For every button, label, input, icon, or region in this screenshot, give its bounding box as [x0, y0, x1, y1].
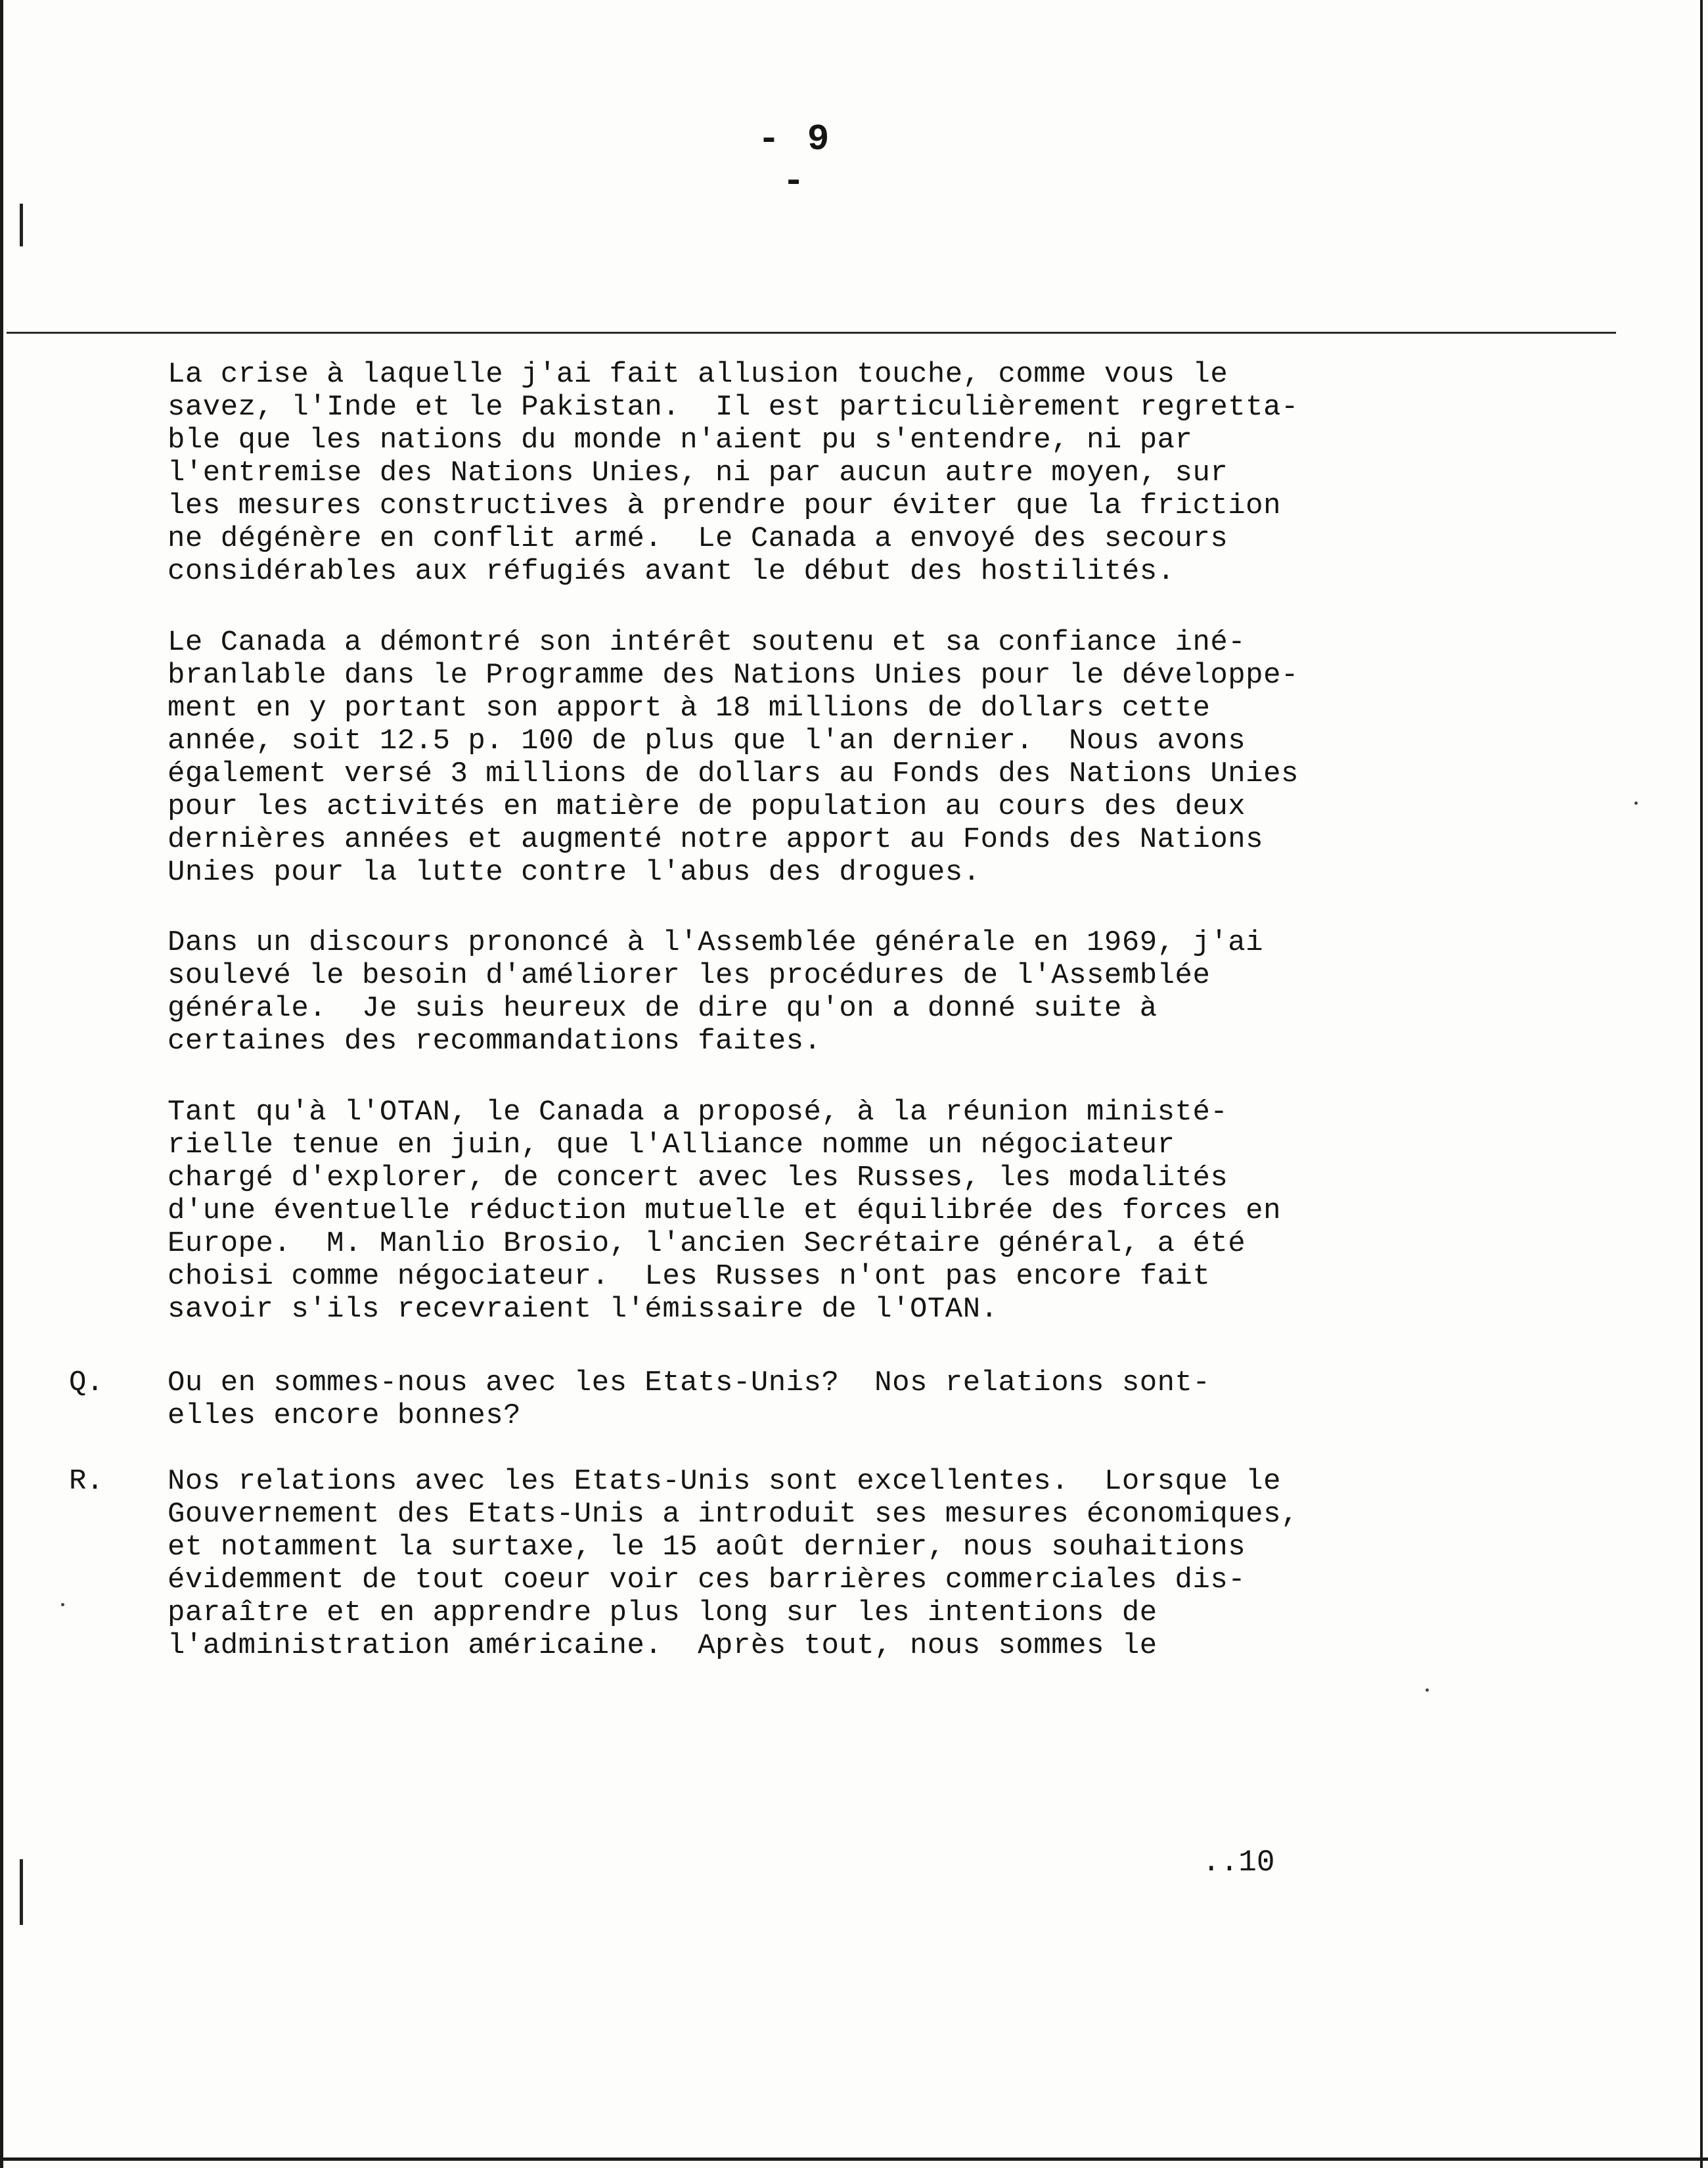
question-label: Q. — [69, 1366, 104, 1399]
paragraph-nato: Tant qu'à l'OTAN, le Canada a proposé, à la réunion ministé- rielle tenue en juin, que l'Alliance nomme un négociateur chargé d'explorer, de concert avec les Russes, les modalités d'une éventuelle réduction mutuelle et équilibrée des forces en Europe. M. Manlio Brosio, l'ancien Secrétaire général, a été choisi comme négociateur. Les Russes n'ont pas encore fait savoir s'ils recevraient l'émissaire de l'OTAN. — [168, 1096, 1281, 1326]
scan-speck — [1634, 802, 1638, 805]
margin-mark-top — [20, 204, 23, 246]
answer-text: Nos relations avec les Etats-Unis sont excellentes. Lorsque le Gouvernement des Etats-Unis a introduit ses mesures économiques, et notamment la surtaxe, le 15 août dernier, nous souhaitions évidemment de tout coeur voir ces barrières commerciales dis- paraître et en apprendre plus long sur les intentions de l'administration américaine. Après tout, nous sommes le — [168, 1465, 1299, 1662]
page-right-border — [1700, 0, 1703, 2168]
paragraph-crisis: La crise à laquelle j'ai fait allusion touche, comme vous le savez, l'Inde et le Pakistan. Il est particulièrement regretta- ble que les nations du monde n'aient pu s'entendre, ni par l'entremise des Nations Unies, ni par aucun autre moyen, sur les mesures constructives à prendre pour éviter que la friction ne dégénère en conflit armé. Le Canada a envoyé des secours considérables aux réfugiés avant le début des hostilités. — [168, 358, 1299, 588]
scan-speck — [61, 1603, 64, 1606]
page-left-border — [0, 0, 3, 2168]
paragraph-undp: Le Canada a démontré son intérêt soutenu et sa confiance iné- branlable dans le Programme des Nations Unies pour le développe- ment en y portant son apport à 18 millions de dollars cette année, soit 12.5 p. 100 de plus que l'an dernier. Nous avons également versé 3 millions de dollars au Fonds des Nations Unies pour les activités en matière de population au cours des deux dernières années et augmenté notre apport au Fonds des Nations Unies pour la lutte contre l'abus des drogues. — [168, 626, 1299, 889]
header-rule — [7, 332, 1616, 334]
question-text: Ou en sommes-nous avec les Etats-Unis? Nos relations sont- elles encore bonnes? — [168, 1366, 1211, 1432]
answer-label: R. — [69, 1465, 104, 1498]
page-bottom-border — [0, 2157, 1708, 2161]
page-number: - 9 - — [757, 118, 832, 202]
scan-speck — [1426, 1688, 1429, 1692]
continuation-marker: ..10 — [1202, 1845, 1275, 1880]
margin-mark-bottom — [20, 1859, 23, 1925]
paragraph-assembly: Dans un discours prononcé à l'Assemblée générale en 1969, j'ai soulevé le besoin d'améliorer les procédures de l'Assemblée générale. Je suis heureux de dire qu'on a donné suite à certaines des recommandations faites. — [168, 926, 1264, 1058]
